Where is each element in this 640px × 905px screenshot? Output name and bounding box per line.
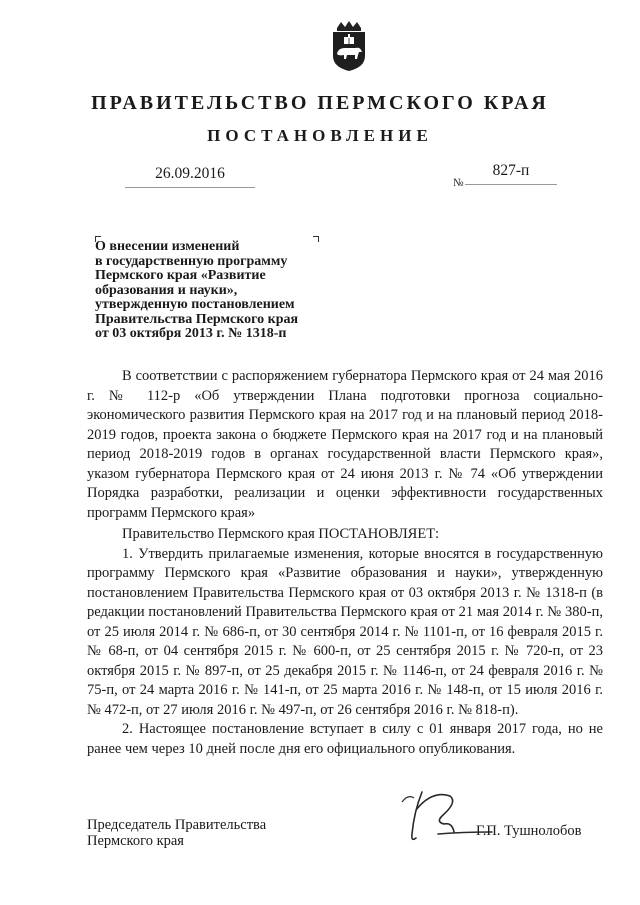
subject-line: О внесении изменений xyxy=(95,239,240,254)
number-sign: № xyxy=(453,177,464,189)
signatory-position xyxy=(87,817,266,849)
subject-block xyxy=(95,240,325,342)
subject-line: от 03 октября 2013 г. № 1318-п xyxy=(95,326,287,341)
document-body xyxy=(87,367,603,759)
subject-line: в государственную программу xyxy=(95,253,288,269)
document-type: ПОСТАНОВЛЕНИЕ xyxy=(207,126,433,145)
item-2-paragraph: 2. Настоящее постановление вступает в силу с 01 января 2017 года, но не ранее чем через 10 дней после дня его официального опубликования. xyxy=(87,721,603,757)
document-number: 827-п xyxy=(465,162,557,185)
position-line: Председатель Правительства xyxy=(87,817,267,833)
coat-of-arms-icon xyxy=(328,20,370,72)
subject-line: Правительства Пермского края xyxy=(95,311,299,327)
subject-line: утвержденную постановлением xyxy=(95,297,295,312)
position-line: Пермского края xyxy=(87,833,184,849)
preamble-paragraph: В соответствии с распоряжением губернатора Пермского края от 24 мая 2016 г. № 112-р «Об утверждении Плана подготовки прогноза социально-экономического развития Пермского края на 2017 год и на плановый период 2018-2019 годов, проекта закона о бюджете Пермского края на 2017 год и на плановый период 2018-2019 годов в органах государственной власти Пермского края», указом губернатора Пермского края от 24 июня 2013 г. № 74 «Об утверждении Порядка разработки, реализации и оценки эффективности государственных программ Пермского края» xyxy=(87,368,603,521)
handwritten-signature-icon xyxy=(392,782,502,852)
item-1-paragraph: 1. Утвердить прилагаемые изменения, которые вносятся в государственную программу Пермского края «Развитие образования и науки», утвержденную постановлением Правительства Пермского края от 03 октября 2013 г. № 1318-п (в редакции постановлений Правительства Пермского края от 21 мая 2014 г. № 380-п, от 25 июля 2014 г. № 686-п, от 30 сентября 2014 г. № 1101-п, от 16 февраля 2015 г. № 68-п, от 04 сентября 2015 г. № 600-п, от 25 сентября 2015 г. № 720-п, от 23 октября 2015 г. № 897-п, от 25 декабря 2015 г. № 1146-п, от 24 февраля 2016 г. № 75-п, от 24 марта 2016 г. № 141-п, от 25 марта 2016 г. № 148-п, от 15 июля 2016 г. № 472-п, от 27 июля 2016 г. № 497-п, от 26 сентября 2016 г. № 818-п). xyxy=(87,545,603,718)
document-date: 26.09.2016 xyxy=(125,165,255,188)
signatory-name: Г.П. Тушнолобов xyxy=(476,823,582,839)
subject-line: Пермского края «Развитие xyxy=(95,268,266,283)
resolves-paragraph: Правительство Пермского края ПОСТАНОВЛЯЕТ: xyxy=(122,526,440,542)
subject-line: образования и науки», xyxy=(95,282,238,298)
organization-title: ПРАВИТЕЛЬСТВО ПЕРМСКОГО КРАЯ xyxy=(91,92,549,114)
